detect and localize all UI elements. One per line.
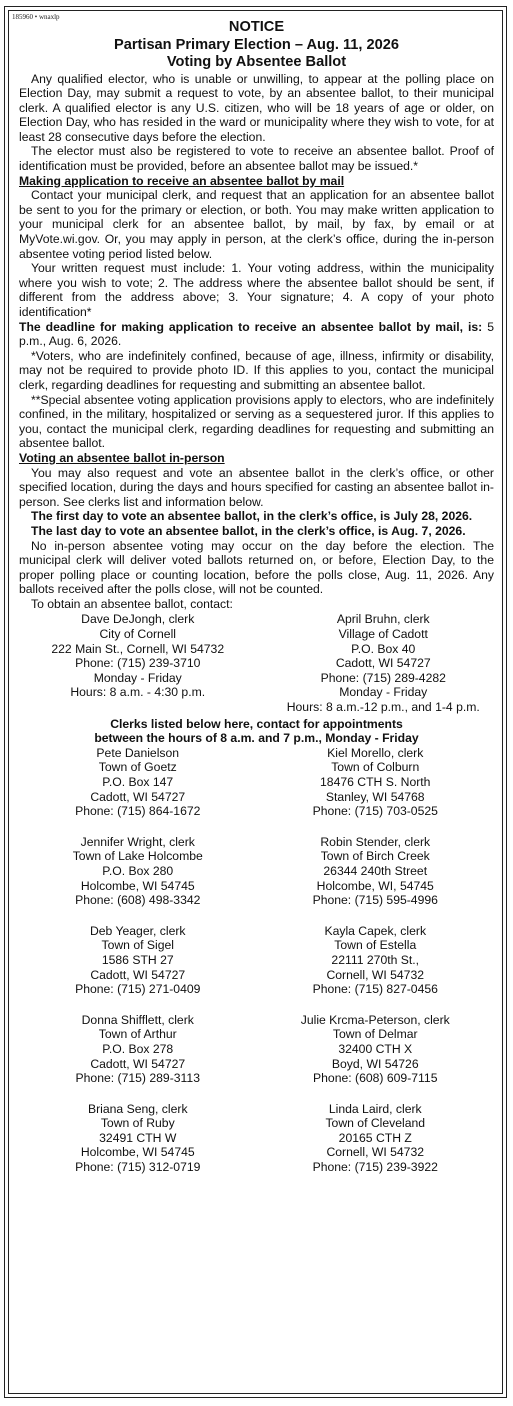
first-day-paragraph: The first day to vote an absentee ballot, in the clerk’s office, is July 28, 2026. bbox=[31, 509, 473, 524]
clerk-address: 26344 240th Street bbox=[323, 863, 428, 878]
clerk-city: Holcombe, WI, 54745 bbox=[316, 878, 434, 893]
clerk-phone: Phone: (715) 595-4996 bbox=[312, 893, 438, 908]
clerk-phone: Phone: (715) 239-3710 bbox=[75, 656, 201, 671]
clerk-municipality: Town of Lake Holcombe bbox=[72, 849, 203, 864]
clerk-municipality: Village of Cadott bbox=[338, 627, 428, 642]
clerk-hours: Hours: 8 a.m.-12 p.m., and 1-4 p.m. bbox=[286, 700, 480, 715]
clerk-address: P.O. Box 40 bbox=[351, 641, 416, 656]
intro-paragraph: Any qualified elector, who is unable or unwilling, to appear at the polling place on Election Day, may submit a request to vote, by an absentee ballot, to their municipal clerk. A qualified elector is any U.S. citizen, who will be 18 years of age or older, on Election Day, who has resided in the ward or municipality where they wish to vote, for at least 28 consecutive days before the election. bbox=[19, 71, 494, 144]
clerk-name: Jennifer Wright, clerk bbox=[80, 834, 195, 849]
clerk-phone: Phone: (608) 498-3342 bbox=[75, 893, 201, 908]
clerk-address: 18476 CTH S. North bbox=[320, 775, 431, 789]
clerk-city: Cadott, WI 54727 bbox=[90, 967, 186, 982]
town-clerk-card bbox=[257, 746, 495, 819]
clerk-name: Briana Seng, clerk bbox=[87, 1101, 188, 1116]
clerk-phone: Phone: (715) 312-0719 bbox=[75, 1160, 201, 1175]
clerk-days: Monday - Friday bbox=[93, 670, 182, 685]
clerk-card-cadott bbox=[265, 612, 503, 714]
clerk-name: Kayla Capek, clerk bbox=[324, 923, 427, 938]
subject-title: Voting by Absentee Ballot bbox=[166, 54, 347, 70]
clerk-municipality: Town of Goetz bbox=[98, 760, 177, 775]
town-clerks-grid bbox=[19, 746, 494, 1175]
clerk-name: Linda Laird, clerk bbox=[328, 1101, 422, 1116]
clerk-municipality: Town of Cleveland bbox=[325, 1116, 426, 1131]
town-clerk-card bbox=[257, 1013, 495, 1086]
clerk-phone: Phone: (715) 864-1672 bbox=[75, 804, 201, 819]
clerk-address: 222 Main St., Cornell, WI 54732 bbox=[51, 641, 225, 656]
clerk-city: Cadott, WI 54727 bbox=[90, 789, 186, 804]
ad-id: 185960 • wnaxlp bbox=[12, 13, 60, 21]
clerk-phone: Phone: (608) 609-7115 bbox=[313, 1071, 438, 1086]
clerk-name: Pete Danielson bbox=[96, 745, 180, 760]
contact-intro: To obtain an absentee ballot, contact: bbox=[31, 596, 233, 611]
clerk-municipality: Town of Delmar bbox=[332, 1027, 418, 1042]
special-provisions-paragraph: **Special absentee voting application provisions apply to electors, who are indefinitely confined, in the military, hospitalized or serving as a sequestered juror. If this applies to you, contact the municipal clerk, regarding deadlines for requesting and submitting an absentee ballot. bbox=[19, 392, 494, 451]
clerk-phone: Phone: (715) 239-3922 bbox=[312, 1160, 438, 1175]
town-clerks-row bbox=[19, 746, 494, 819]
notice-title: NOTICE bbox=[228, 19, 285, 35]
clerk-phone: Phone: (715) 827-0456 bbox=[312, 982, 438, 997]
town-clerk-card bbox=[257, 835, 495, 908]
inperson-section-heading: Voting an absentee ballot in-person bbox=[19, 450, 225, 465]
clerk-name: Robin Stender, clerk bbox=[320, 834, 431, 849]
clerk-municipality: Town of Arthur bbox=[98, 1027, 177, 1042]
clerk-municipality: Town of Estella bbox=[334, 938, 417, 953]
clerk-city: Holcombe, WI 54745 bbox=[80, 1145, 195, 1160]
town-clerk-card bbox=[19, 746, 257, 819]
clerk-name: Donna Shifflett, clerk bbox=[81, 1012, 194, 1027]
town-clerk-card bbox=[19, 1102, 257, 1175]
clerk-name: April Bruhn, clerk bbox=[336, 612, 430, 627]
clerk-name: Julie Krcma-Peterson, clerk bbox=[300, 1012, 450, 1027]
last-day-paragraph: The last day to vote an absentee ballot, in the clerk’s office, is Aug. 7, 2026. bbox=[31, 523, 466, 538]
clerk-address: 20165 CTH Z bbox=[338, 1130, 412, 1145]
clerk-card-cornell bbox=[19, 612, 257, 714]
clerk-name: Dave DeJongh, clerk bbox=[81, 612, 195, 627]
clerk-address: P.O. Box 278 bbox=[102, 1041, 174, 1056]
clerk-city: Cornell, WI 54732 bbox=[326, 967, 425, 982]
confined-voters-paragraph: *Voters, who are indefinitely confined, because of age, illness, infirmity or disability, may not be required to provide photo ID. If this applies to you, contact the municipal clerk, regarding deadlines for requesting and submitting an absentee ballot. bbox=[19, 348, 494, 392]
clerk-name: Deb Yeager, clerk bbox=[89, 923, 186, 938]
clerk-address: 32491 CTH W bbox=[99, 1130, 177, 1145]
appointments-note bbox=[19, 717, 494, 746]
clerk-city: Cornell, WI 54732 bbox=[326, 1145, 425, 1160]
town-clerk-card bbox=[257, 924, 495, 997]
deadline-paragraph bbox=[19, 320, 494, 349]
clerk-address: P.O. Box 280 bbox=[102, 863, 174, 878]
clerk-city: Cadott, WI 54727 bbox=[335, 656, 431, 671]
clerk-municipality: Town of Birch Creek bbox=[320, 849, 430, 864]
clerk-municipality: Town of Sigel bbox=[101, 938, 174, 953]
deadline-label: The deadline for making application to receive an absentee ballot by mail, is: bbox=[19, 319, 483, 334]
mail-paragraph: Contact your municipal clerk, and request that an application for an absentee ballot be sent to you for the primary or election, or both. You may make written application to your municipal clerk for an absentee ballot, by mail, by fax, by email or at MyVote.wi.gov. Or, you may apply in person, at the clerk’s office, during the in-person absentee voting period listed below. bbox=[19, 188, 494, 261]
clerk-municipality: Town of Colburn bbox=[331, 760, 420, 775]
clerk-municipality: Town of Ruby bbox=[100, 1116, 175, 1131]
clerk-address: 22111 270th St., bbox=[331, 952, 420, 967]
registration-paragraph: The elector must also be registered to vote to receive an absentee ballot. Proof of identification must be provided, before an absentee ballot may be issued.* bbox=[19, 144, 494, 174]
town-clerks-row bbox=[19, 835, 494, 908]
clerk-address: 1586 STH 27 bbox=[101, 952, 174, 967]
inperson-paragraph: You may also request and vote an absentee ballot in the clerk’s office, or other specified location, during the days and hours specified for casting an absentee ballot in-person. See clerks list and information below. bbox=[19, 465, 494, 509]
appointments-note-line1: Clerks listed below here, contact for appointments bbox=[110, 716, 403, 731]
clerk-city: Boyd, WI 54726 bbox=[331, 1056, 419, 1071]
town-clerks-row bbox=[19, 924, 494, 997]
clerk-city: Cadott, WI 54727 bbox=[90, 1056, 186, 1071]
main-clerks-row bbox=[19, 612, 494, 714]
election-title: Partisan Primary Election – Aug. 11, 2026 bbox=[114, 36, 399, 53]
clerk-address: 32400 CTH X bbox=[338, 1041, 413, 1056]
town-clerk-card bbox=[19, 924, 257, 997]
clerk-phone: Phone: (715) 271-0409 bbox=[75, 982, 201, 997]
appointments-note-line2: between the hours of 8 a.m. and 7 p.m., Monday - Friday bbox=[94, 731, 419, 746]
notice-outer-border bbox=[4, 6, 507, 1398]
request-requirements-paragraph: Your written request must include: 1. Your voting address, within the municipality where you wish to vote; 2. The address where the absentee ballot should be sent, if different from the address above; 3. Your signature; 4. A copy of your photo identification* bbox=[19, 261, 494, 319]
clerk-name: Kiel Morello, clerk bbox=[327, 745, 424, 760]
clerk-phone: Phone: (715) 289-4282 bbox=[320, 670, 446, 685]
town-clerks-row bbox=[19, 1013, 494, 1086]
clerk-city: Stanley, WI 54768 bbox=[325, 789, 425, 804]
clerk-municipality: City of Cornell bbox=[99, 627, 177, 642]
clerk-city: Holcombe, WI 54745 bbox=[80, 878, 195, 893]
town-clerk-card bbox=[19, 835, 257, 908]
clerk-address: P.O. Box 147 bbox=[102, 775, 174, 789]
clerk-hours: Hours: 8 a.m. - 4:30 p.m. bbox=[70, 685, 206, 700]
town-clerks-row bbox=[19, 1102, 494, 1175]
town-clerk-card bbox=[257, 1102, 495, 1175]
deadline-value: 5 p.m., Aug. 6, 2026. bbox=[19, 319, 494, 349]
clerk-phone: Phone: (715) 703-0525 bbox=[312, 804, 438, 819]
clerk-contacts bbox=[19, 612, 494, 1174]
clerk-phone: Phone: (715) 289-3113 bbox=[75, 1071, 200, 1086]
notice-body bbox=[8, 10, 503, 1394]
no-voting-paragraph: No in-person absentee voting may occur on the day before the election. The municipal clerk will deliver voted ballots returned on, or before, Election Day, to the proper polling place or counting location, before the polls close, Aug. 11, 2026. Any ballots received after the polls close, will not be counted. bbox=[19, 538, 494, 597]
clerk-days: Monday - Friday bbox=[339, 685, 428, 700]
mail-section-heading: Making application to receive an absentee ballot by mail bbox=[19, 173, 345, 188]
town-clerk-card bbox=[19, 1013, 257, 1086]
